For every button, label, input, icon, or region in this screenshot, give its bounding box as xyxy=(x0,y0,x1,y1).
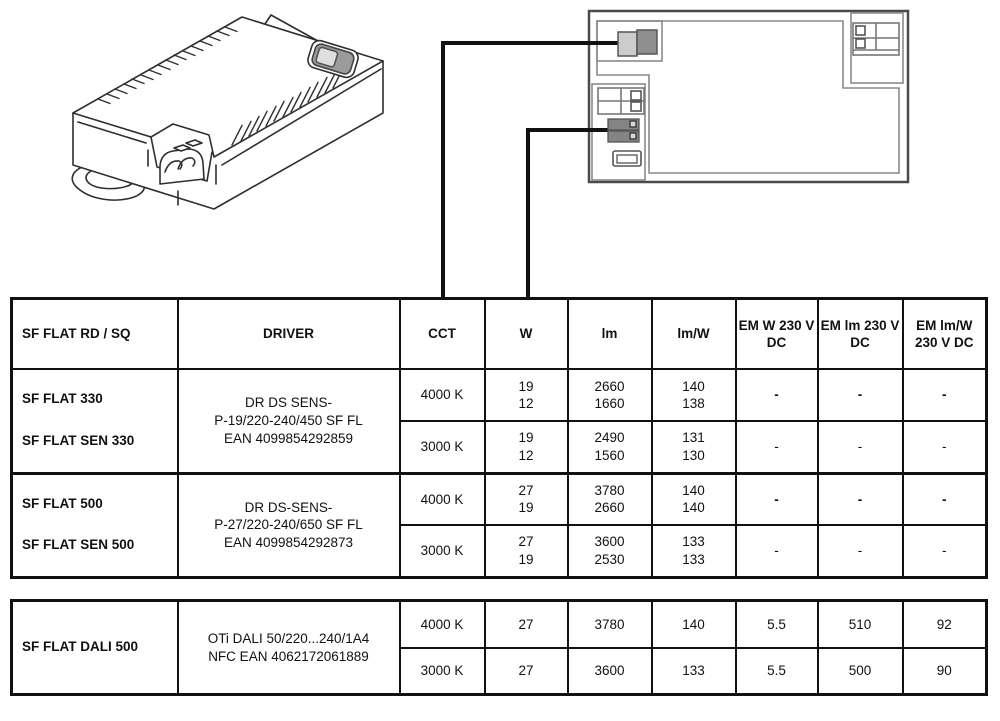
cell-lm-per-w: 131 130 xyxy=(652,421,736,473)
cell-em-lm: - xyxy=(818,369,903,421)
header-product: SF FLAT RD / SQ xyxy=(12,299,178,370)
cell-lm: 2660 1660 xyxy=(568,369,652,421)
cell-w: 19 12 xyxy=(485,421,568,473)
header-w: W xyxy=(485,299,568,370)
cell-driver: DR DS-SENS- P-27/220-240/650 SF FL EAN 4099854292873 xyxy=(178,473,400,577)
cell-lm-per-w: 133 xyxy=(652,648,736,695)
cell-em-lm-per-w: - xyxy=(903,473,987,525)
cell-em-lm: - xyxy=(818,525,903,577)
spec-table-main xyxy=(10,297,988,579)
cell-lm: 3600 xyxy=(568,648,652,695)
cell-em-lm-per-w: - xyxy=(903,369,987,421)
cell-product-name: SF FLAT 330 SF FLAT SEN 330 xyxy=(12,369,178,473)
cell-driver: DR DS SENS- P-19/220-240/450 SF FL EAN 4099854292859 xyxy=(178,369,400,473)
header-cct: CCT xyxy=(400,299,485,370)
table-row xyxy=(12,473,987,525)
header-row xyxy=(12,299,987,370)
cell-product-name: SF FLAT DALI 500 xyxy=(12,601,178,695)
cell-cct: 3000 K xyxy=(400,525,485,577)
mains-connector-dark-half xyxy=(637,30,657,54)
cell-em-lm: - xyxy=(818,473,903,525)
cell-em-w: - xyxy=(736,525,818,577)
cell-lm: 3780 xyxy=(568,601,652,648)
cell-w: 27 19 xyxy=(485,473,568,525)
cell-lm-per-w: 140 140 xyxy=(652,473,736,525)
cell-em-w: - xyxy=(736,369,818,421)
cell-w: 27 19 xyxy=(485,525,568,577)
technical-diagram xyxy=(0,0,1000,302)
cell-em-w: - xyxy=(736,473,818,525)
cell-em-lm: 500 xyxy=(818,648,903,695)
header-lm-per-w: lm/W xyxy=(652,299,736,370)
cell-em-lm-per-w: - xyxy=(903,525,987,577)
cell-cct: 4000 K xyxy=(400,369,485,421)
cell-lm: 3780 2660 xyxy=(568,473,652,525)
header-lm: lm xyxy=(568,299,652,370)
cell-em-lm-per-w: 90 xyxy=(903,648,987,695)
cell-w: 27 xyxy=(485,648,568,695)
cell-em-lm-per-w: - xyxy=(903,421,987,473)
cell-em-lm: - xyxy=(818,421,903,473)
indicator-widget xyxy=(613,151,641,166)
cell-em-w: 5.5 xyxy=(736,648,818,695)
driver-illustration xyxy=(72,15,383,209)
cell-lm: 3600 2530 xyxy=(568,525,652,577)
cell-lm-per-w: 140 138 xyxy=(652,369,736,421)
cell-w: 19 12 xyxy=(485,369,568,421)
table-row xyxy=(12,369,987,421)
cell-lm: 2490 1560 xyxy=(568,421,652,473)
mains-connector-light-half xyxy=(618,32,637,56)
cell-driver: OTi DALI 50/220...240/1A4 NFC EAN 4062172061889 xyxy=(178,601,400,695)
spec-table-dali xyxy=(10,599,988,696)
header-driver: DRIVER xyxy=(178,299,400,370)
cell-cct: 4000 K xyxy=(400,601,485,648)
cell-cct: 3000 K xyxy=(400,421,485,473)
cell-w: 27 xyxy=(485,601,568,648)
cell-cct: 4000 K xyxy=(400,473,485,525)
cell-em-lm: 510 xyxy=(818,601,903,648)
corner-terminal-block xyxy=(851,13,903,83)
cell-em-w: - xyxy=(736,421,818,473)
cell-em-w: 5.5 xyxy=(736,601,818,648)
header-em-w: EM W 230 V DC xyxy=(736,299,818,370)
cell-cct: 3000 K xyxy=(400,648,485,695)
cell-lm-per-w: 140 xyxy=(652,601,736,648)
cell-lm-per-w: 133 133 xyxy=(652,525,736,577)
cell-em-lm-per-w: 92 xyxy=(903,601,987,648)
cell-product-name: SF FLAT 500 SF FLAT SEN 500 xyxy=(12,473,178,577)
mains-connector xyxy=(618,30,657,56)
table-row xyxy=(12,601,987,648)
sensor-terminal xyxy=(608,119,639,142)
header-em-lm: EM lm 230 V DC xyxy=(818,299,903,370)
header-em-lm-per-w: EM lm/W 230 V DC xyxy=(903,299,987,370)
